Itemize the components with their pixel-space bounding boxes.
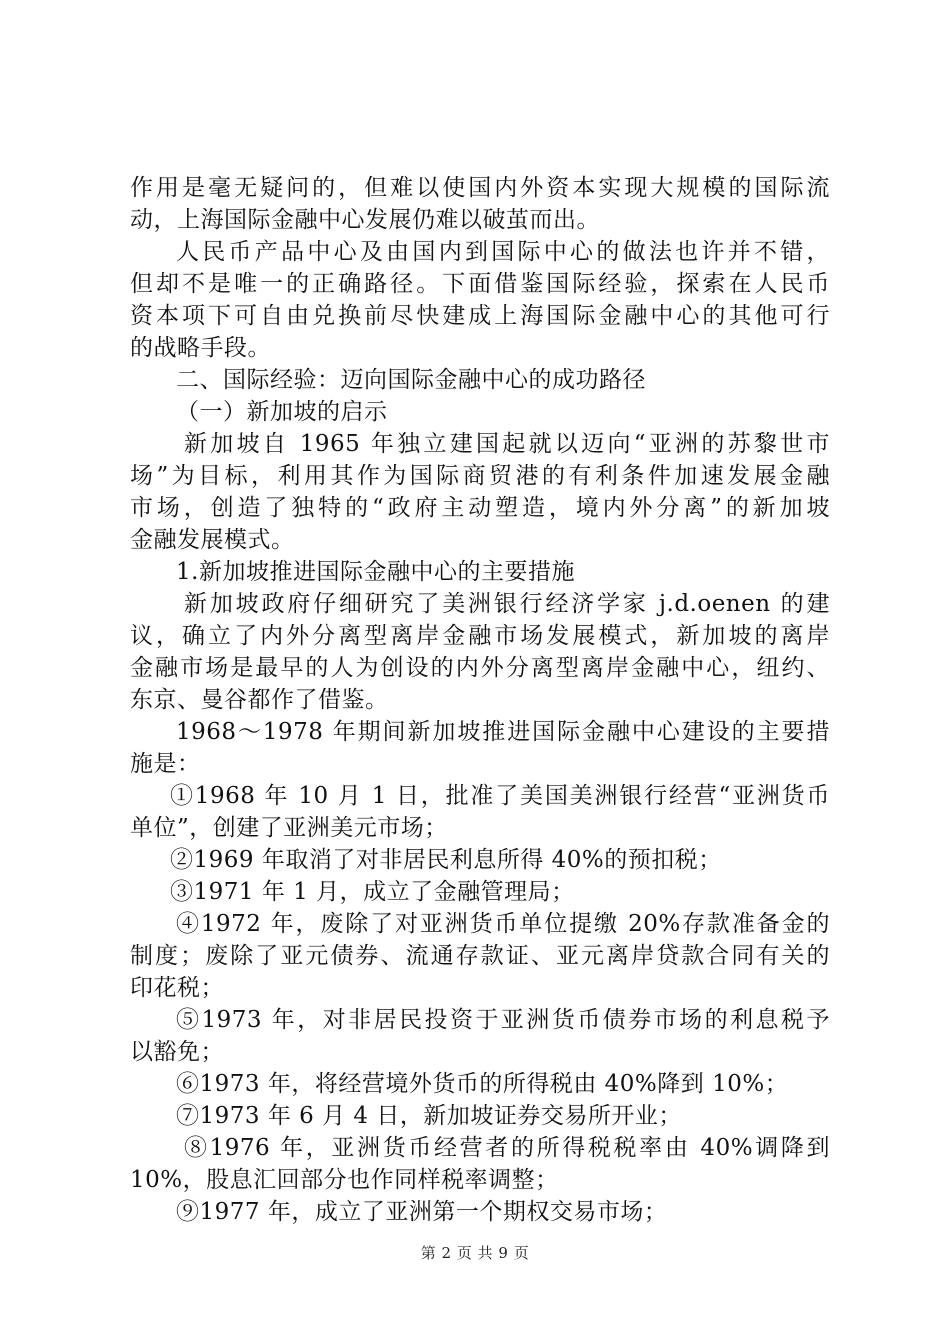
paragraph-line: 资本项下可自由兑换前尽快建成上海国际金融中心的其他可行 (130, 303, 830, 329)
list-item-line: ⑨1977 年，成立了亚洲第一个期权交易市场； (176, 1199, 668, 1225)
paragraph-line: 的战略手段。 (130, 335, 271, 361)
paragraph-line: 场”为目标，利用其作为国际商贸港的有利条件加速发展金融 (130, 463, 830, 489)
list-item-line: ⑥1973 年，将经营境外货币的所得税由 40%降到 10%； (176, 1071, 789, 1097)
subsection-heading: （一）新加坡的启示 (176, 399, 388, 425)
section-heading: 二、国际经验：迈向国际金融中心的成功路径 (176, 367, 646, 393)
paragraph-line: 新加坡政府仔细研究了美洲银行经济学家 j.d.oenen 的建 (184, 591, 830, 617)
list-item-line: ④1972 年，废除了对亚洲货币单位提缴 20%存款准备金的 (176, 911, 830, 937)
list-item-line: 以豁免； (130, 1039, 224, 1065)
paragraph-line: 金融市场是最早的人为创设的内外分离型离岸金融中心，纽约、 (130, 655, 830, 681)
list-item-line: 印花税； (130, 975, 224, 1001)
paragraph-line: 1968～1978 年期间新加坡推进国际金融中心建设的主要措 (176, 719, 830, 745)
paragraph-line: 作用是毫无疑问的，但难以使国内外资本实现大规模的国际流 (130, 175, 830, 201)
list-item-line: ⑤1973 年，对非居民投资于亚洲货币债券市场的利息税予 (176, 1007, 830, 1033)
list-item-line: ①1968 年 10 月 1 日，批准了美国美洲银行经营“亚洲货币 (170, 783, 830, 809)
subsection-heading: 1.新加坡推进国际金融中心的主要措施 (176, 559, 575, 585)
paragraph-line: 但却不是唯一的正确路径。下面借鉴国际经验，探索在人民币 (130, 271, 830, 297)
paragraph-line: 议，确立了内外分离型离岸金融市场发展模式，新加坡的离岸 (130, 623, 830, 649)
paragraph-line: 动，上海国际金融中心发展仍难以破茧而出。 (130, 207, 600, 233)
paragraph-line: 市场，创造了独特的“政府主动塑造，境内外分离”的新加坡 (130, 495, 830, 521)
paragraph-line: 东京、曼谷都作了借鉴。 (130, 687, 389, 713)
list-item-line: 制度；废除了亚元债券、流通存款证、亚元离岸贷款合同有关的 (130, 943, 830, 969)
list-item-line: 10%，股息汇回部分也作同样税率调整； (130, 1167, 559, 1193)
paragraph-line: 金融发展模式。 (130, 527, 295, 553)
document-body (130, 172, 830, 1228)
paragraph-line: 人民币产品中心及由国内到国际中心的做法也许并不错， (176, 239, 830, 265)
paragraph-line: 新加坡自 1965 年独立建国起就以迈向“亚洲的苏黎世市 (184, 431, 830, 457)
list-item-line: 单位”，创建了亚洲美元市场； (130, 815, 448, 841)
list-item-line: ③1971 年 1 月，成立了金融管理局； (170, 879, 575, 905)
list-item-line: ⑧1976 年，亚洲货币经营者的所得税税率由 40%调降到 (184, 1135, 830, 1161)
page-footer: 第 2 页 共 9 页 (420, 1244, 530, 1262)
paragraph-line: 施是： (130, 751, 201, 777)
list-item-line: ②1969 年取消了对非居民利息所得 40%的预扣税； (170, 847, 722, 873)
list-item-line: ⑦1973 年 6 月 4 日，新加坡证券交易所开业； (176, 1103, 682, 1129)
